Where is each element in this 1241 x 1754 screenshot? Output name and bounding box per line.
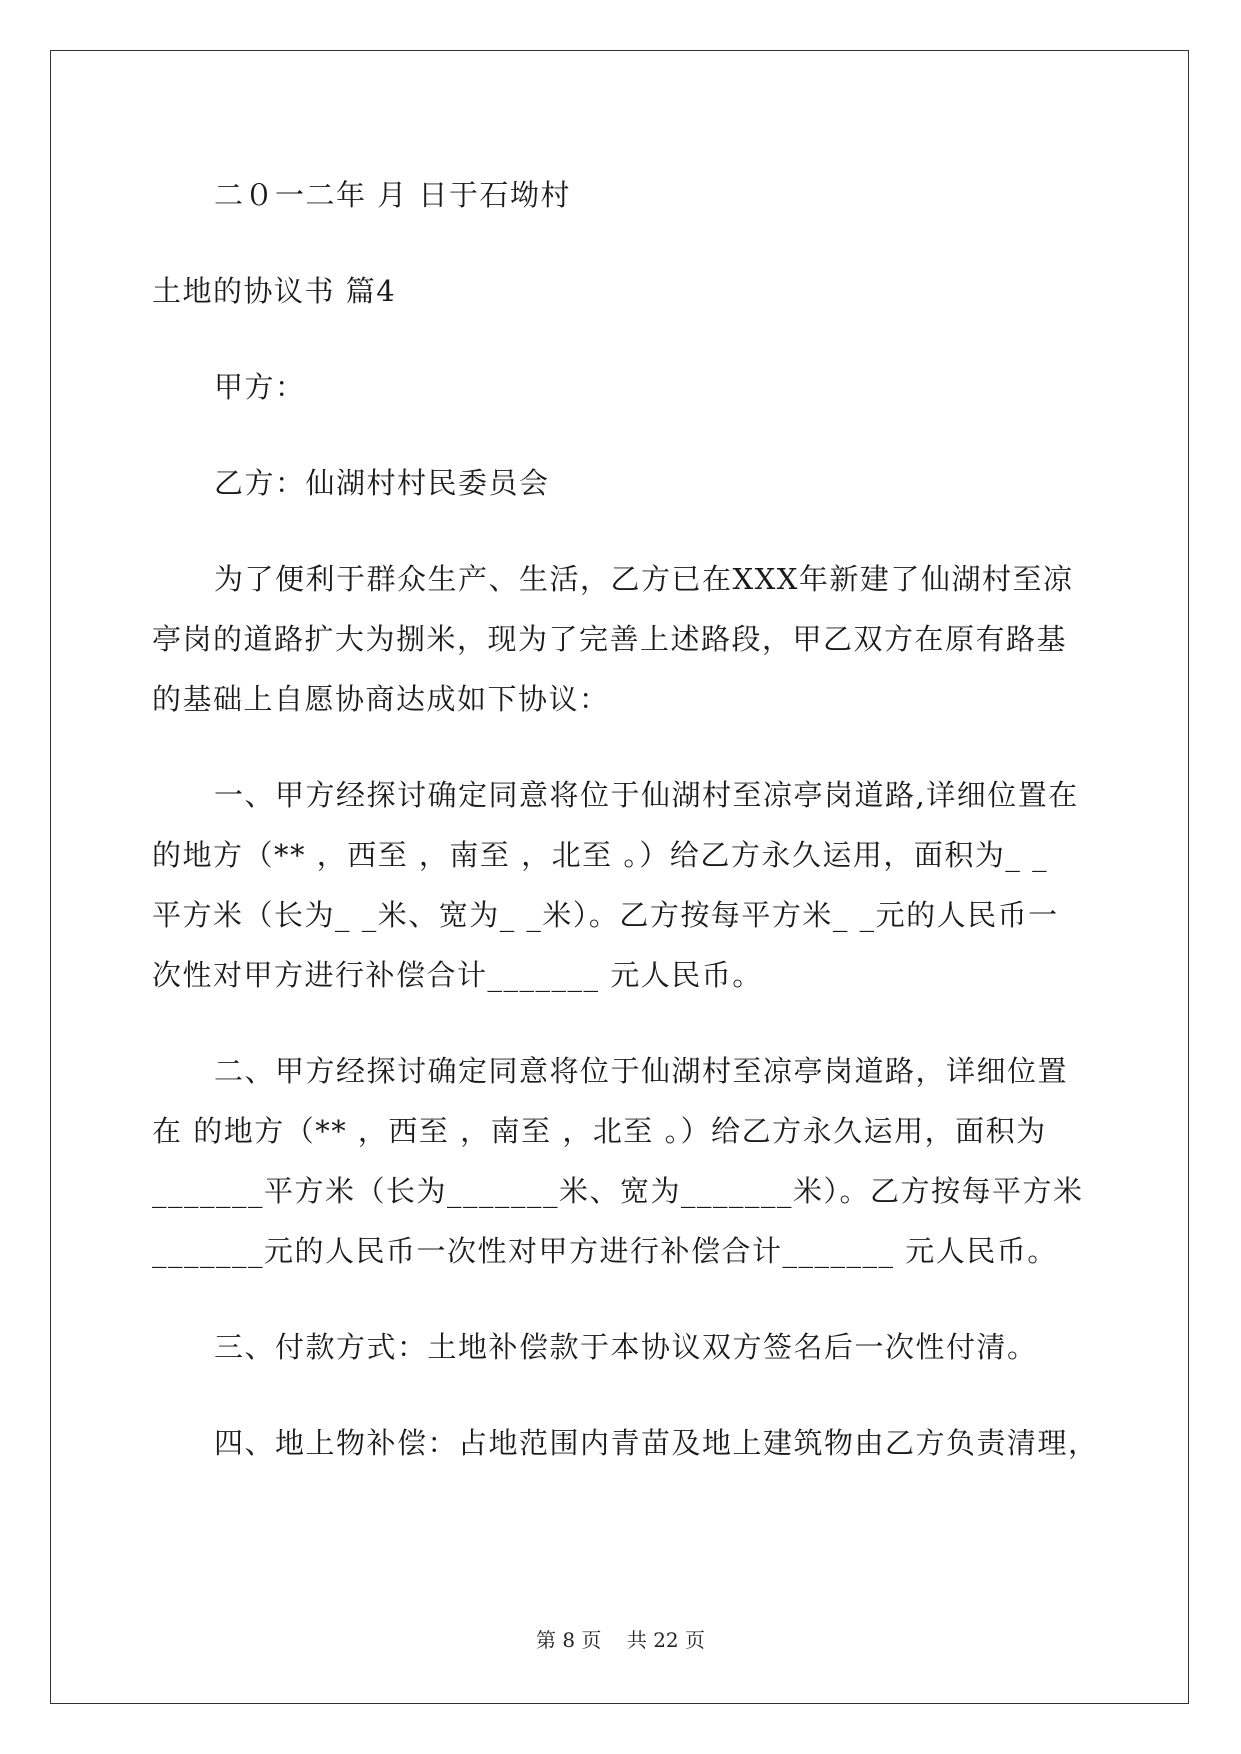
clause-one-line-4: 次性对甲方进行补偿合计_______ 元人民币。 (152, 958, 763, 992)
clause-one-line-3: 平方米（长为_ _米、宽为_ _米）。乙方按每平方米_ _元的人民币一 (152, 898, 1059, 932)
clause-two-line-2: 在 的地方（** ，西至 ，南至 ，北至 。）给乙方永久运用，面积为 (152, 1114, 1047, 1148)
clause-one-line-1: 一、甲方经探讨确定同意将位于仙湖村至凉亭岗道路,详细位置在 (214, 778, 1079, 812)
page-number-footer: 第 8 页 共 22 页 (535, 1628, 706, 1652)
party-b-line: 乙方：仙湖村村民委员会 (214, 466, 550, 500)
document-body (152, 165, 1099, 1473)
date-line: 二０一二年 月 日于石坳村 (214, 178, 571, 212)
clause-two-line-4: _______元的人民币一次性对甲方进行补偿合计_______ 元人民币。 (152, 1234, 1058, 1268)
intro-paragraph-line-3: 的基础上自愿协商达成如下协议： (152, 682, 610, 716)
clause-one-line-2: 的地方（** ，西至 ，南至 ，北至 。）给乙方永久运用，面积为_ _ (152, 838, 1049, 872)
clause-three-line: 三、付款方式：土地补偿款于本协议双方签名后一次性付清。 (214, 1330, 1038, 1364)
clause-two-line-3: _______平方米（长为_______米、宽为_______米）。乙方按每平方米 (152, 1174, 1084, 1208)
section-title: 土地的协议书 篇4 (152, 274, 397, 308)
party-a-line: 甲方： (214, 370, 306, 404)
clause-two-line-1: 二、甲方经探讨确定同意将位于仙湖村至凉亭岗道路，详细位置 (214, 1054, 1069, 1088)
intro-paragraph-line-1: 为了便利于群众生产、生活，乙方已在XXX年新建了仙湖村至凉 (214, 562, 1074, 596)
intro-paragraph-line-2: 亭岗的道路扩大为捌米，现为了完善上述路段，甲乙双方在原有路基 (152, 622, 1068, 656)
clause-four-line: 四、地上物补偿：占地范围内青苗及地上建筑物由乙方负责清理， (214, 1426, 1099, 1460)
